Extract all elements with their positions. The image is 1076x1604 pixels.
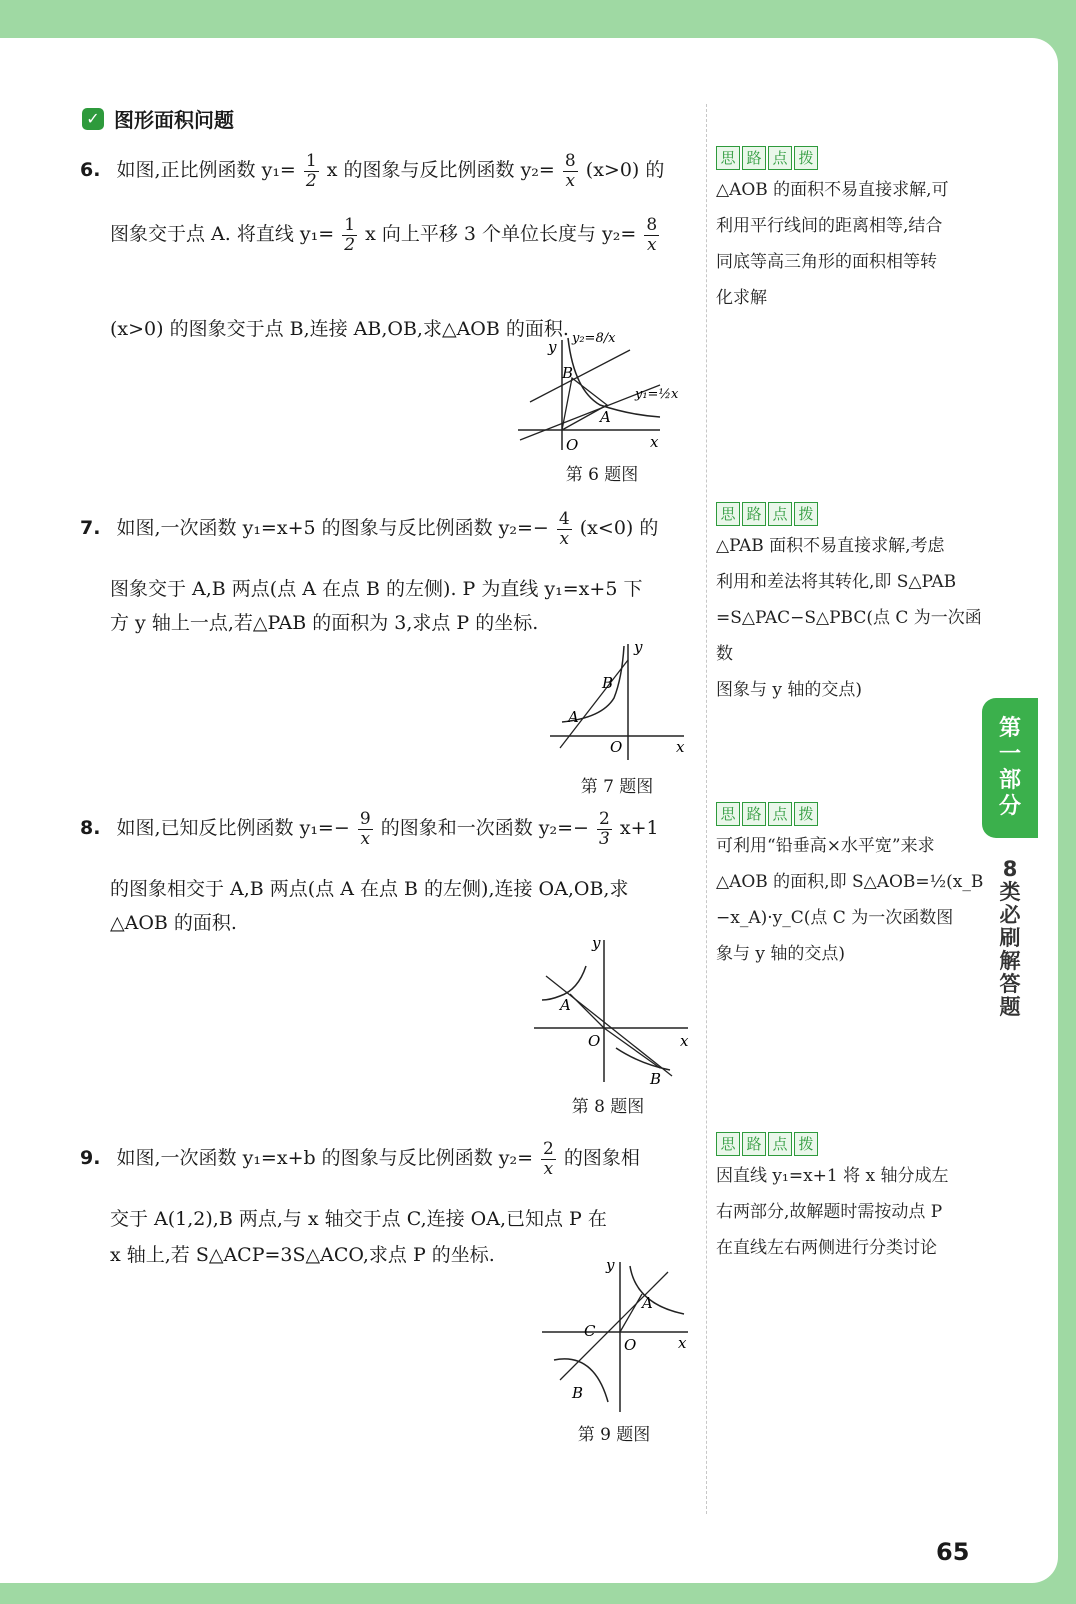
- problem-line: [110, 216, 661, 254]
- point-a-label: A: [600, 408, 611, 426]
- frac-den: x: [559, 528, 570, 549]
- segment-oa: [620, 1294, 642, 1332]
- x-label: x: [678, 1334, 687, 1352]
- hint-tag-char: 拨: [794, 502, 818, 526]
- text-segment: △AOB 的面积.: [110, 912, 237, 934]
- frac-num: 1: [344, 215, 356, 235]
- label-char: 类: [999, 880, 1021, 904]
- figure-9: [538, 1256, 696, 1416]
- problem-number: 7.: [80, 517, 101, 540]
- category-label: [986, 858, 1034, 1019]
- problem-7: [80, 504, 695, 644]
- curve-label: y₂=8/x: [572, 331, 616, 346]
- part-tab: [982, 698, 1038, 838]
- hint-tag: [716, 802, 984, 826]
- hint-box-8: [716, 802, 984, 972]
- hyperbola-curve: [568, 338, 660, 417]
- figure-8: [530, 936, 695, 1088]
- frac-den: 3: [598, 828, 610, 849]
- problem-line: [80, 152, 664, 190]
- checkmark-icon: ✓: [82, 108, 104, 130]
- frac-num: 2: [598, 809, 610, 829]
- hint-tag-char: 点: [768, 146, 792, 170]
- text-segment: 方 y 轴上一点,若△PAB 的面积为 3,求点 P 的坐标.: [110, 612, 539, 634]
- problem-number: 6.: [80, 159, 101, 182]
- fraction: [563, 152, 578, 190]
- figure-caption: 第 9 题图: [577, 1425, 651, 1445]
- tab-char: 第: [998, 716, 1021, 741]
- frac-den: 2: [305, 170, 317, 191]
- label-char: 8: [1002, 857, 1018, 881]
- hint-line: △AOB 的面积,即 S△AOB=½(x_B: [716, 872, 984, 892]
- hint-tag-char: 点: [768, 502, 792, 526]
- y-label: y: [634, 638, 643, 656]
- text-segment: 如图,一次函数 y₁=x+5 的图象与反比例函数 y₂=−: [116, 517, 549, 540]
- frac-den: x: [543, 1158, 554, 1179]
- y-label: y: [606, 1256, 615, 1274]
- label-char: 答: [999, 972, 1021, 996]
- text-segment: (x>0) 的图象交于点 B,连接 AB,OB,求△AOB 的面积.: [110, 318, 569, 340]
- hint-tag: [716, 1132, 984, 1156]
- fraction: [597, 810, 612, 848]
- segment-ob: [604, 1028, 660, 1068]
- figure-caption: 第 8 题图: [571, 1097, 645, 1117]
- text-segment: 如图,已知反比例函数 y₁=−: [116, 817, 350, 840]
- line-y2: [546, 976, 672, 1076]
- section-title: 图形面积问题: [114, 108, 234, 132]
- hint-box-7: [716, 502, 984, 708]
- origin-label: O: [566, 436, 579, 454]
- fraction: [644, 216, 659, 254]
- hint-tag-char: 点: [768, 1132, 792, 1156]
- text-segment: x 向上平移 3 个单位长度与 y₂=: [365, 223, 637, 246]
- hint-line: 化求解: [716, 288, 767, 308]
- x-label: x: [676, 738, 685, 756]
- figure-caption: 第 7 题图: [580, 777, 654, 797]
- hint-tag-char: 拨: [794, 1132, 818, 1156]
- hint-tag: [716, 146, 984, 170]
- label-char: 必: [999, 903, 1021, 927]
- segment-oa: [570, 994, 604, 1028]
- origin-label: O: [624, 1336, 637, 1354]
- hint-line: 在直线左右两侧进行分类讨论: [716, 1238, 937, 1258]
- hint-tag: [716, 502, 984, 526]
- problem-line: [80, 1140, 640, 1178]
- frac-num: 2: [543, 1139, 554, 1159]
- problem-line: [110, 1246, 495, 1265]
- fraction: [541, 1140, 556, 1178]
- hint-tag-char: 拨: [794, 802, 818, 826]
- text-segment: 的图象相: [563, 1147, 640, 1170]
- x-label: x: [680, 1032, 689, 1050]
- point-b-label: B: [650, 1070, 662, 1088]
- hint-line: 可利用“铅垂高×水平宽”来求: [716, 836, 935, 856]
- line-y1: [560, 660, 628, 748]
- text-segment: 如图,一次函数 y₁=x+b 的图象与反比例函数 y₂=: [116, 1147, 533, 1170]
- hint-box-9: [716, 1132, 984, 1266]
- text-segment: x 的图象与反比例函数 y₂=: [326, 159, 555, 182]
- frac-num: 4: [558, 509, 570, 529]
- hint-line: 象与 y 轴的交点): [716, 944, 846, 964]
- frac-num: 8: [646, 215, 658, 235]
- tab-char: 分: [998, 794, 1021, 819]
- fraction: [557, 510, 572, 548]
- hint-tag-char: 点: [768, 802, 792, 826]
- hint-line: △AOB 的面积不易直接求解,可: [716, 180, 949, 200]
- line-y1: [560, 1272, 668, 1380]
- tab-char: 一: [998, 742, 1021, 767]
- hint-line: △PAB 面积不易直接求解,考虑: [716, 536, 945, 556]
- problem-line: [110, 914, 237, 933]
- hint-line: −x_A)·y_C(点 C 为一次函数图: [716, 908, 954, 928]
- page: [0, 38, 1058, 1583]
- fraction: [342, 216, 357, 254]
- point-b-label: B: [602, 674, 614, 692]
- point-a-label: A: [560, 996, 571, 1014]
- text-segment: (x<0) 的: [579, 517, 659, 540]
- hint-tag-char: 路: [742, 502, 766, 526]
- frac-num: 8: [564, 151, 576, 171]
- figure-7: [542, 638, 692, 768]
- label-char: 刷: [999, 926, 1021, 950]
- point-a-label: A: [568, 708, 579, 726]
- text-segment: x 轴上,若 S△ACP=3S△ACO,求点 P 的坐标.: [110, 1244, 495, 1266]
- hint-line: 右两部分,故解题时需按动点 P: [716, 1202, 943, 1222]
- hint-line: 图象与 y 轴的交点): [716, 680, 863, 700]
- problem-line: [110, 880, 628, 899]
- page-number: 65: [936, 1538, 970, 1566]
- point-b-label: B: [572, 1384, 584, 1402]
- problem-line: [80, 810, 659, 848]
- text-segment: 的图象和一次函数 y₂=−: [380, 817, 589, 840]
- hint-line: 同底等高三角形的面积相等转: [716, 252, 937, 272]
- fraction: [304, 152, 319, 190]
- hint-tag-char: 思: [716, 146, 740, 170]
- column-divider: [706, 104, 707, 1514]
- hint-tag-char: 路: [742, 1132, 766, 1156]
- problem-number: 8.: [80, 817, 101, 840]
- figure-6: [510, 310, 700, 460]
- hyperbola-left: [542, 966, 586, 1000]
- frac-den: 2: [344, 234, 356, 255]
- point-b-label: B: [562, 364, 574, 382]
- text-segment: (x>0) 的: [585, 159, 665, 182]
- hint-line: =S△PAC−S△PBC(点 C 为一次函数: [716, 608, 982, 664]
- hint-tag-char: 路: [742, 802, 766, 826]
- problem-line: [110, 1210, 607, 1229]
- frac-den: x: [565, 170, 576, 191]
- text-segment: 的图象相交于 A,B 两点(点 A 在点 B 的左侧),连接 OA,OB,求: [110, 878, 629, 900]
- frac-den: x: [646, 234, 657, 255]
- problem-line: [80, 510, 658, 548]
- section-header: [82, 104, 234, 133]
- x-label: x: [650, 433, 659, 451]
- hint-line: 利用和差法将其转化,即 S△PAB: [716, 572, 957, 592]
- problem-8: [80, 804, 695, 954]
- text-segment: 交于 A(1,2),B 两点,与 x 轴交于点 C,连接 OA,已知点 P 在: [110, 1208, 607, 1230]
- label-char: 解: [999, 949, 1021, 973]
- origin-label: O: [610, 738, 623, 756]
- tab-char: 部: [998, 768, 1021, 793]
- figure-caption: 第 6 题图: [565, 465, 639, 485]
- hint-tag-char: 思: [716, 802, 740, 826]
- text-segment: 如图,正比例函数 y₁=: [116, 159, 296, 182]
- hyperbola-right: [616, 1048, 670, 1070]
- hint-line: 利用平行线间的距离相等,结合: [716, 216, 943, 236]
- shifted-line: [530, 350, 630, 402]
- text-segment: 图象交于 A,B 两点(点 A 在点 B 的左侧). P 为直线 y₁=x+5 下: [110, 578, 643, 600]
- hint-line: 因直线 y₁=x+1 将 x 轴分成左: [716, 1166, 949, 1186]
- problem-line: [110, 614, 538, 633]
- frac-num: 1: [305, 151, 317, 171]
- problem-number: 9.: [80, 1147, 101, 1170]
- label-char: 题: [999, 995, 1021, 1019]
- y-label: y: [548, 338, 557, 356]
- problem-line: [110, 320, 569, 339]
- point-c-label: C: [584, 1322, 596, 1340]
- hint-tag-char: 路: [742, 146, 766, 170]
- hint-box-6: [716, 146, 984, 316]
- frac-num: 9: [359, 809, 371, 829]
- text-segment: 图象交于点 A. 将直线 y₁=: [110, 223, 335, 246]
- frac-den: x: [360, 828, 371, 849]
- origin-label: O: [588, 1032, 601, 1050]
- hint-tag-char: 思: [716, 502, 740, 526]
- point-a-label: A: [642, 1294, 653, 1312]
- line-label: y₁=½x: [635, 387, 679, 402]
- hint-tag-char: 拨: [794, 146, 818, 170]
- fraction: [358, 810, 373, 848]
- y-label: y: [592, 936, 601, 952]
- hint-tag-char: 思: [716, 1132, 740, 1156]
- text-segment: x+1: [619, 817, 659, 840]
- hyperbola-right: [630, 1266, 684, 1314]
- problem-line: [110, 580, 642, 599]
